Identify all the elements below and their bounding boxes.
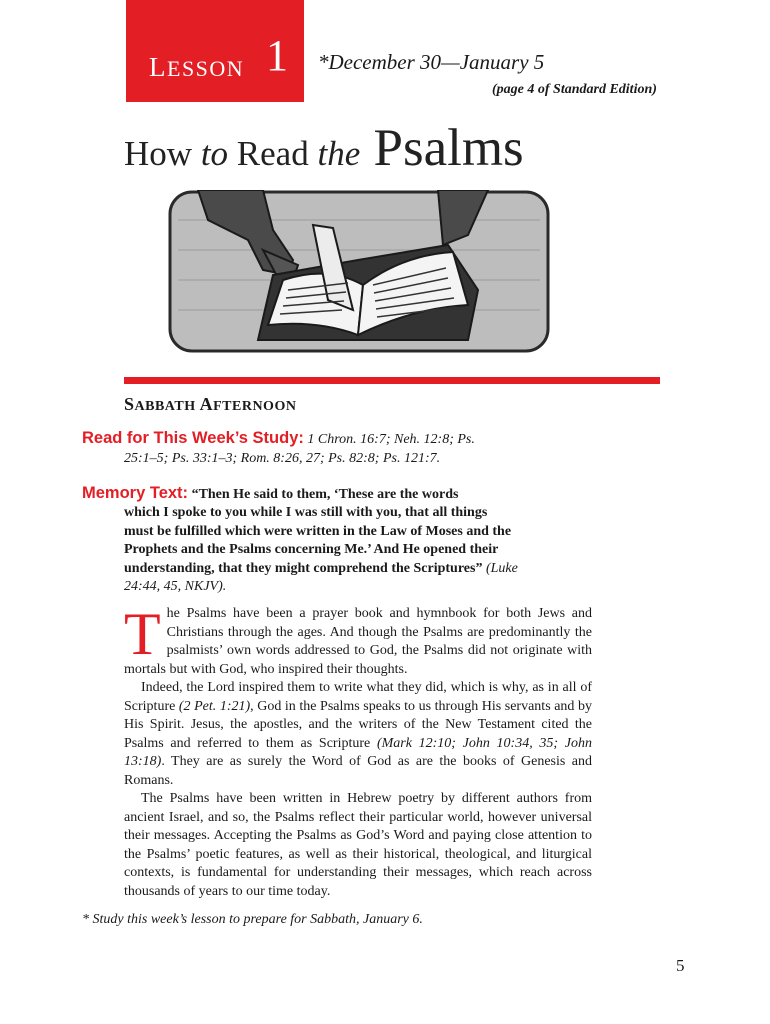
lesson-label: LESSON bbox=[149, 52, 245, 82]
study-label: Read for This Week’s Study: bbox=[82, 429, 304, 447]
study-references bbox=[82, 429, 602, 468]
study-refs-cont: 25:1–5; Ps. 33:1–3; Rom. 8:26, 27; Ps. 82:8; Ps. 121:7. bbox=[124, 451, 441, 466]
page-number: 5 bbox=[676, 956, 685, 975]
section-divider bbox=[124, 377, 660, 384]
paragraph-2: Indeed, the Lord inspired them to write what they did, which is why, as in all of Scripture (2 Pet. 1:21), God in the Psalms speaks to us through His servants and by His Spirit. Jesus, the apostles, and the writers of the New Testament cited the Psalms and referred to them as Scripture (Mark 12:10; John 10:34, 35; John 13:18). They are as surely the Word of God as are the books of Genesis and Romans. bbox=[124, 680, 592, 788]
paragraph-3: The Psalms have been written in Hebrew poetry by different authors from ancient Israel, and so, the Psalms reflect their particular world, however universal their messages. Accepting the Psalms as God’s Word and paying close attention to the Psalms’ poetic features, as well as their historical, theological, and liturgical contexts, is fundamental for understanding their messages, which reach across thousands of years to our time today. bbox=[124, 791, 592, 899]
edition-note: (page 4 of Standard Edition) bbox=[492, 82, 657, 97]
paragraph-1: The Psalms have been a prayer book and hymnbook for both Jews and Christians through the ages. And though the Psalms are predominantly the psalmists’ own words addressed to God, the Psalms did not originate with mortals but with God, who inspired their thoughts. bbox=[124, 601, 592, 677]
memory-text: Memory Text: “Then He said to them, ‘These are the words which I spoke to you while I was still with you, that all things must be fulfilled which were written in the Law of Moses and the Prophets and the Psalms concerning Me.’ And He opened their understanding, that they might comprehend the Scriptures” (Luke 24:44, 45, NKJV). bbox=[82, 484, 518, 595]
open-bible-illustration bbox=[168, 190, 550, 353]
lesson-number: 1 bbox=[266, 31, 288, 80]
drop-cap: T bbox=[124, 601, 161, 667]
lesson-body bbox=[124, 601, 592, 901]
lesson-tab bbox=[126, 0, 304, 102]
memory-label: Memory Text: bbox=[82, 484, 189, 502]
date-range: *December 30—January 5 bbox=[318, 50, 545, 74]
section-heading: SABBATH AFTERNOON bbox=[124, 394, 297, 414]
study-refs: 1 Chron. 16:7; Neh. 12:8; Ps. bbox=[303, 432, 475, 447]
page-title: How to Read the Psalms bbox=[124, 119, 524, 177]
footnote: * Study this week’s lesson to prepare for Sabbath, January 6. bbox=[82, 912, 423, 927]
